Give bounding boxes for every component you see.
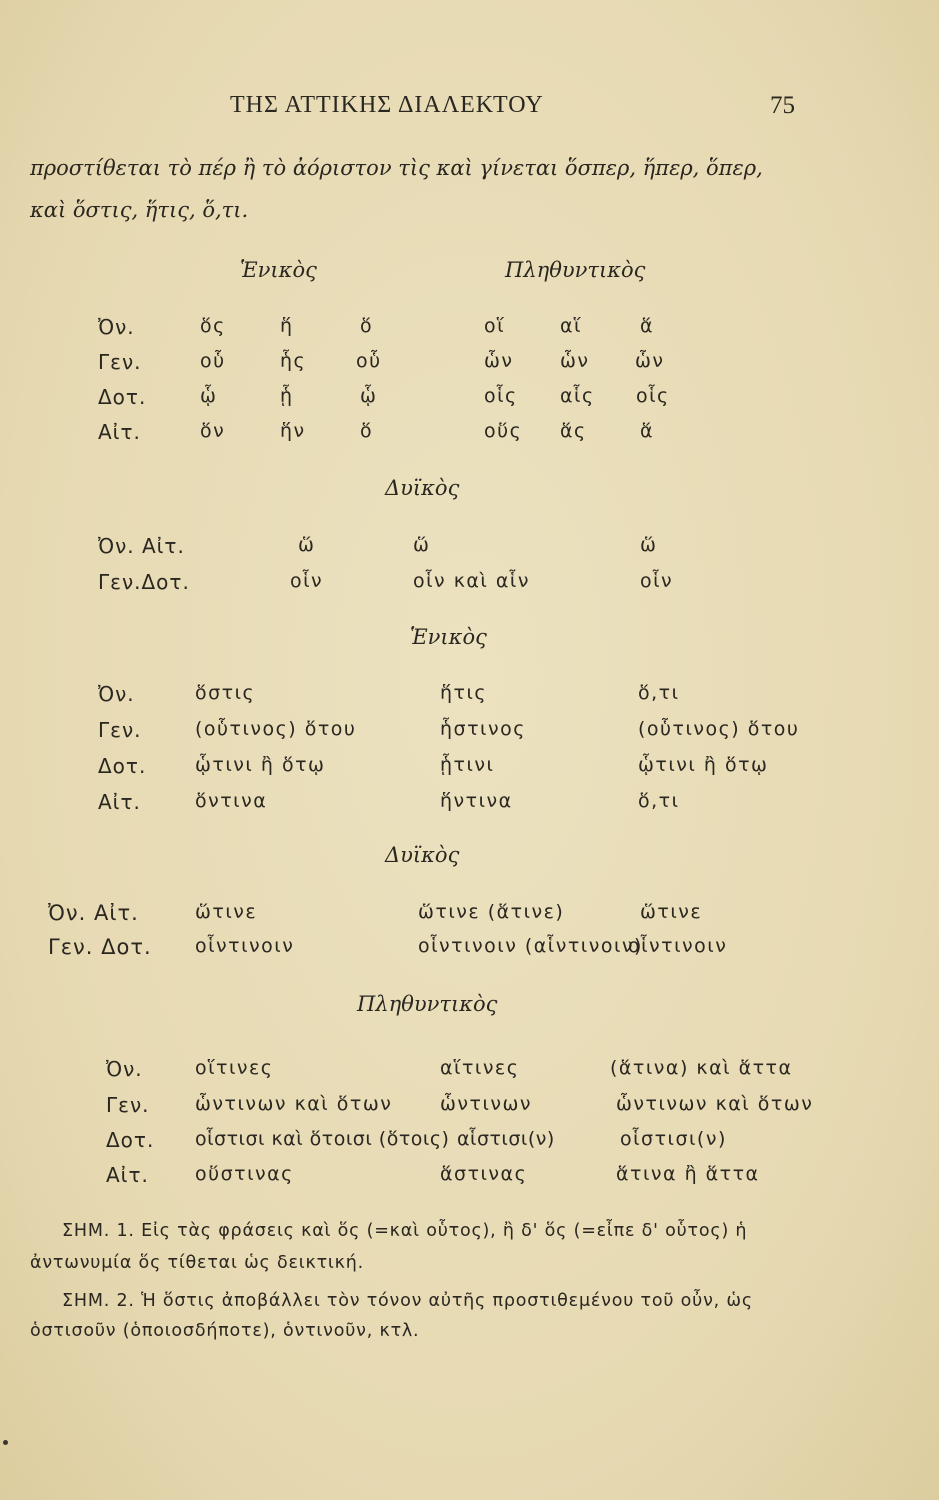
table-cell: αἵ xyxy=(560,315,582,337)
table-cell: ἥ xyxy=(280,315,294,337)
table-cell: ἧστινος xyxy=(440,718,526,740)
table-cell: (οὗτινος) ὅτου xyxy=(195,718,357,740)
case-label: Ὀν. xyxy=(106,1057,143,1081)
table-cell: ᾧτινι ἢ ὅτῳ xyxy=(195,754,326,776)
table-cell: οἵ xyxy=(484,315,506,337)
table-cell: ὧντινων xyxy=(440,1093,533,1115)
table-cell: οὗ xyxy=(356,350,382,372)
table-cell: ὅ,τι xyxy=(638,790,680,812)
table-cell: οἷντινοιν (αἷντινοιν) xyxy=(418,935,643,957)
table-cell: οἷς xyxy=(636,385,670,407)
table-cell: ἅ xyxy=(640,315,655,337)
case-label: Γεν.Δοτ. xyxy=(98,570,190,594)
case-label: Γεν. xyxy=(106,1093,150,1117)
table-cell: ὧν xyxy=(484,350,514,372)
case-label: Δοτ. xyxy=(98,385,147,409)
table-cell: αἷστισι(ν) xyxy=(457,1128,555,1150)
table-cell: (ἅτινα) καὶ ἅττα xyxy=(610,1057,793,1079)
table-cell: ὧν xyxy=(560,350,590,372)
table-cell: ὧντινων καὶ ὅτων xyxy=(195,1093,393,1115)
table-cell: ἅτινα ἢ ἅττα xyxy=(616,1163,760,1185)
table-cell: (οὗτινος) ὅτου xyxy=(638,718,800,740)
table-cell: οὕστινας xyxy=(195,1163,294,1185)
heading-singular-1: Ἑνικὸς xyxy=(240,258,317,282)
table-cell: ἥντινα xyxy=(440,790,513,812)
case-label: Ὀν. Αἰτ. xyxy=(48,901,139,925)
table-cell: ἅς xyxy=(560,420,587,442)
table-cell: ὅ xyxy=(360,315,374,337)
intro-line-2: καὶ ὅστις, ἥτις, ὅ,τι. xyxy=(30,198,249,222)
case-label: Αἰτ. xyxy=(106,1163,149,1187)
table-cell: ὥ xyxy=(298,534,316,556)
heading-dual-1: Δυϊκὸς xyxy=(385,476,460,500)
table-cell: ἥτις xyxy=(440,682,488,704)
table-cell: ὥ xyxy=(640,534,658,556)
note-2-line-1: ΣΗΜ. 2. Ἡ ὅστις ἀποβάλλει τὸν τόνον αὐτῆς προστιθεμένου τοῦ οὖν, ὡς xyxy=(62,1291,753,1311)
case-label: Ὀν. xyxy=(98,315,135,339)
table-cell: ᾧτινι ἢ ὅτῳ xyxy=(638,754,769,776)
ink-speck xyxy=(3,1440,8,1445)
note-2-line-2: ὁστισοῦν (ὁποιοσδήποτε), ὁντινοῦν, κτλ. xyxy=(30,1321,420,1341)
table-cell: ᾧ xyxy=(200,385,218,407)
table-cell: οὕς xyxy=(484,420,523,442)
page-number: 75 xyxy=(770,92,795,119)
table-cell: οἷστισι καὶ ὅτοισι (ὅτοις) xyxy=(195,1128,450,1150)
table-cell: οἷν καὶ αἷν xyxy=(413,570,530,592)
table-cell: ἅστινας xyxy=(440,1163,528,1185)
intro-line-1: προστίθεται τὸ πέρ ἢ τὸ ἀόριστον τὶς καὶ γίνεται ὅσπερ, ἥπερ, ὅπερ, xyxy=(30,156,763,180)
table-cell: ὥτινε xyxy=(640,901,703,923)
case-label: Ὀν. Αἰτ. xyxy=(98,534,185,558)
table-cell: ὅ xyxy=(360,420,374,442)
table-cell: ᾗ xyxy=(280,385,294,407)
table-cell: ὅστις xyxy=(195,682,256,704)
table-cell: ὥτινε xyxy=(195,901,258,923)
table-cell: ἧς xyxy=(280,350,307,372)
case-label: Γεν. xyxy=(98,350,142,374)
table-cell: οἷντινοιν xyxy=(195,935,295,957)
case-label: Αἰτ. xyxy=(98,420,141,444)
case-label: Αἰτ. xyxy=(98,790,141,814)
table-cell: οἷστισι(ν) xyxy=(620,1128,727,1150)
table-cell: ὧντινων καὶ ὅτων xyxy=(616,1093,814,1115)
table-cell: ὥτινε (ἅτινε) xyxy=(418,901,565,923)
table-cell: οἷν xyxy=(640,570,674,592)
running-title: ΤΗΣ ΑΤΤΙΚΗΣ ΔΙΑΛΕΚΤΟΥ xyxy=(230,92,544,118)
table-cell: ᾗτινι xyxy=(440,754,495,776)
table-cell: οἷς xyxy=(484,385,518,407)
table-cell: ἥν xyxy=(280,420,306,442)
heading-plural-2: Πληθυντικὸς xyxy=(357,992,498,1016)
table-cell: οἵτινες xyxy=(195,1057,274,1079)
case-label: Ὀν. xyxy=(98,682,135,706)
case-label: Δοτ. xyxy=(106,1128,155,1152)
case-label: Γεν. Δοτ. xyxy=(48,935,152,959)
table-cell: αἵτινες xyxy=(440,1057,520,1079)
table-cell: ὅ,τι xyxy=(638,682,680,704)
table-cell: ὥ xyxy=(413,534,431,556)
table-cell: οἷν xyxy=(290,570,324,592)
table-cell: ὅς xyxy=(200,315,226,337)
case-label: Γεν. xyxy=(98,718,142,742)
heading-singular-2: Ἑνικὸς xyxy=(410,625,487,649)
heading-plural-1: Πληθυντικὸς xyxy=(505,258,646,282)
table-cell: ὅν xyxy=(200,420,226,442)
table-cell: οὗ xyxy=(200,350,226,372)
table-cell: οἷντινοιν xyxy=(628,935,728,957)
table-cell: ᾧ xyxy=(360,385,378,407)
note-1-line-2: ἀντωνυμία ὅς τίθεται ὡς δεικτική. xyxy=(30,1253,364,1273)
case-label: Δοτ. xyxy=(98,754,147,778)
note-1-line-1: ΣΗΜ. 1. Εἰς τὰς φράσεις καὶ ὅς (=καὶ οὗτος), ἢ δ' ὅς (=εἶπε δ' οὗτος) ἡ xyxy=(62,1221,748,1241)
table-cell: ὅντινα xyxy=(195,790,268,812)
heading-dual-2: Δυϊκὸς xyxy=(385,843,460,867)
table-cell: ὧν xyxy=(635,350,665,372)
table-cell: αἷς xyxy=(560,385,595,407)
table-cell: ἅ xyxy=(640,420,655,442)
